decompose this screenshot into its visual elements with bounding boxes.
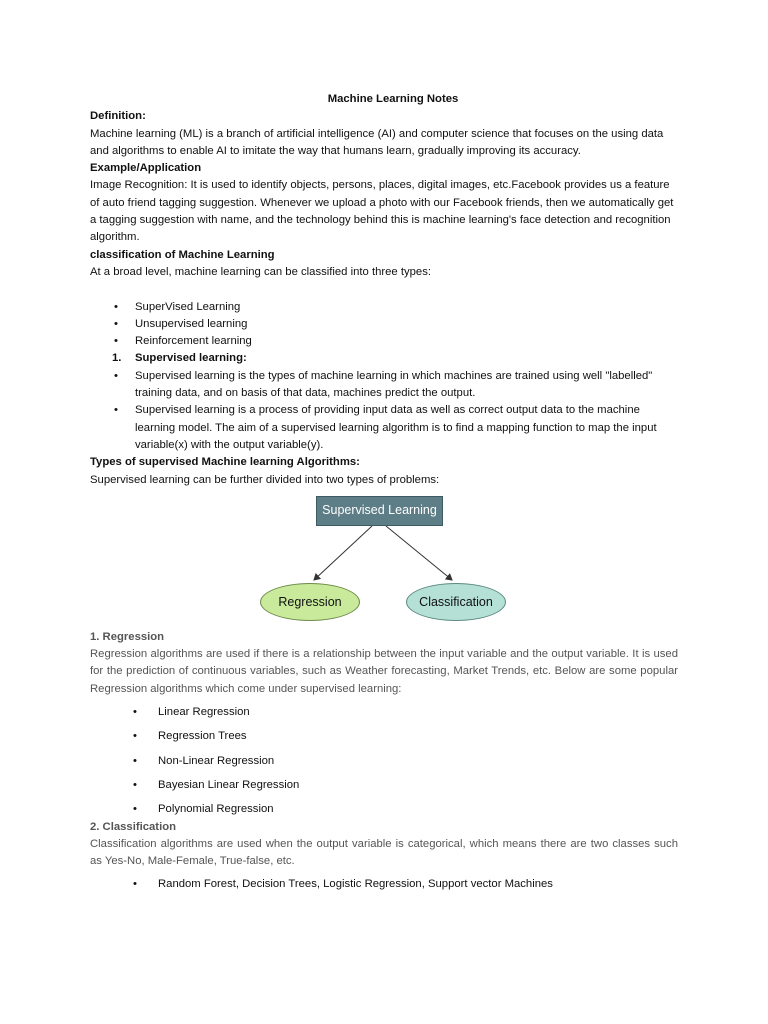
list-item: • Supervised learning is the types of machine learning in which machines are trained using well "labelled" training data, and on basis of that data, machines predict the output. <box>90 368 678 403</box>
list-item: • Polynomial Regression <box>90 801 678 818</box>
definition-heading: Definition: <box>90 110 146 123</box>
list-item: • Supervised learning is a process of providing input data as well as correct output data to the machine learning model. The aim of a supervised learning algorithm is to find a mapping function to map the input variable(x) with the output variable(y). <box>90 402 678 454</box>
supervised-learning-diagram <box>90 489 678 629</box>
supervised-heading-text: Supervised learning: <box>135 352 247 365</box>
list-item: • Random Forest, Decision Trees, Logistic Regression, Support vector Machines <box>90 876 678 893</box>
example-heading: Example/Application <box>90 162 202 175</box>
list-item: • Reinforcement learning <box>90 333 678 350</box>
arrow-to-classification <box>386 526 452 580</box>
regression-heading: 1. Regression <box>90 630 165 643</box>
types-supervised-heading: Types of supervised Machine learning Algorithms: <box>90 456 360 469</box>
classification-ml-intro: At a broad level, machine learning can be classified into three types: <box>90 265 431 278</box>
types-supervised-intro: Supervised learning can be further divided into two types of problems: <box>90 473 440 486</box>
example-text: Image Recognition: It is used to identify objects, persons, places, digital images, etc.Facebook provides us a feature of auto friend tagging suggestion. Whenever we upload a photo with our Facebook friends, then we automatically get a tagging suggestion with name, and the technology behind this is machine learning's face detection and recognition algorithm. <box>90 179 674 244</box>
supervised-number: 1. <box>112 352 122 365</box>
spacer <box>90 281 678 298</box>
arrow-to-regression <box>314 526 372 580</box>
classification-node: Classification <box>406 583 506 621</box>
supervised-learning-box: Supervised Learning <box>316 496 443 526</box>
list-item: • Non-Linear Regression <box>90 753 678 777</box>
list-item: • Linear Regression <box>90 704 678 728</box>
regression-text: Regression algorithms are used if there is a relationship between the input variable and the output variable. It is used for the prediction of continuous variables, such as Weather forecasting, Market Trends, etc. Below are some popular Regression algorithms which come under supervised learning: <box>90 648 678 695</box>
list-item: • Regression Trees <box>90 728 678 752</box>
regression-node: Regression <box>260 583 360 621</box>
classification-algorithms-list <box>90 876 678 893</box>
page-title: Machine Learning Notes <box>327 93 459 105</box>
supervised-points-list <box>90 368 678 454</box>
definition-text: Machine learning (ML) is a branch of artificial intelligence (AI) and computer science that focuses on the using data and algorithms to enable AI to imitate the way that humans learn, gradually improving its accuracy. <box>90 127 664 157</box>
classification-text: Classification algorithms are used when the output variable is categorical, which means there are two classes such as Yes-No, Male-Female, True-false, etc. <box>90 837 678 868</box>
supervised-heading <box>90 350 678 367</box>
ml-types-list <box>90 299 678 351</box>
classification-ml-heading: classification of Machine Learning <box>90 248 275 261</box>
regression-algorithms-list <box>90 704 678 818</box>
list-item: • Unsupervised learning <box>90 316 678 333</box>
classification-heading: 2. Classification <box>90 820 177 833</box>
list-item: • SuperVised Learning <box>90 299 678 316</box>
list-item: • Bayesian Linear Regression <box>90 777 678 801</box>
document-content <box>90 91 678 894</box>
